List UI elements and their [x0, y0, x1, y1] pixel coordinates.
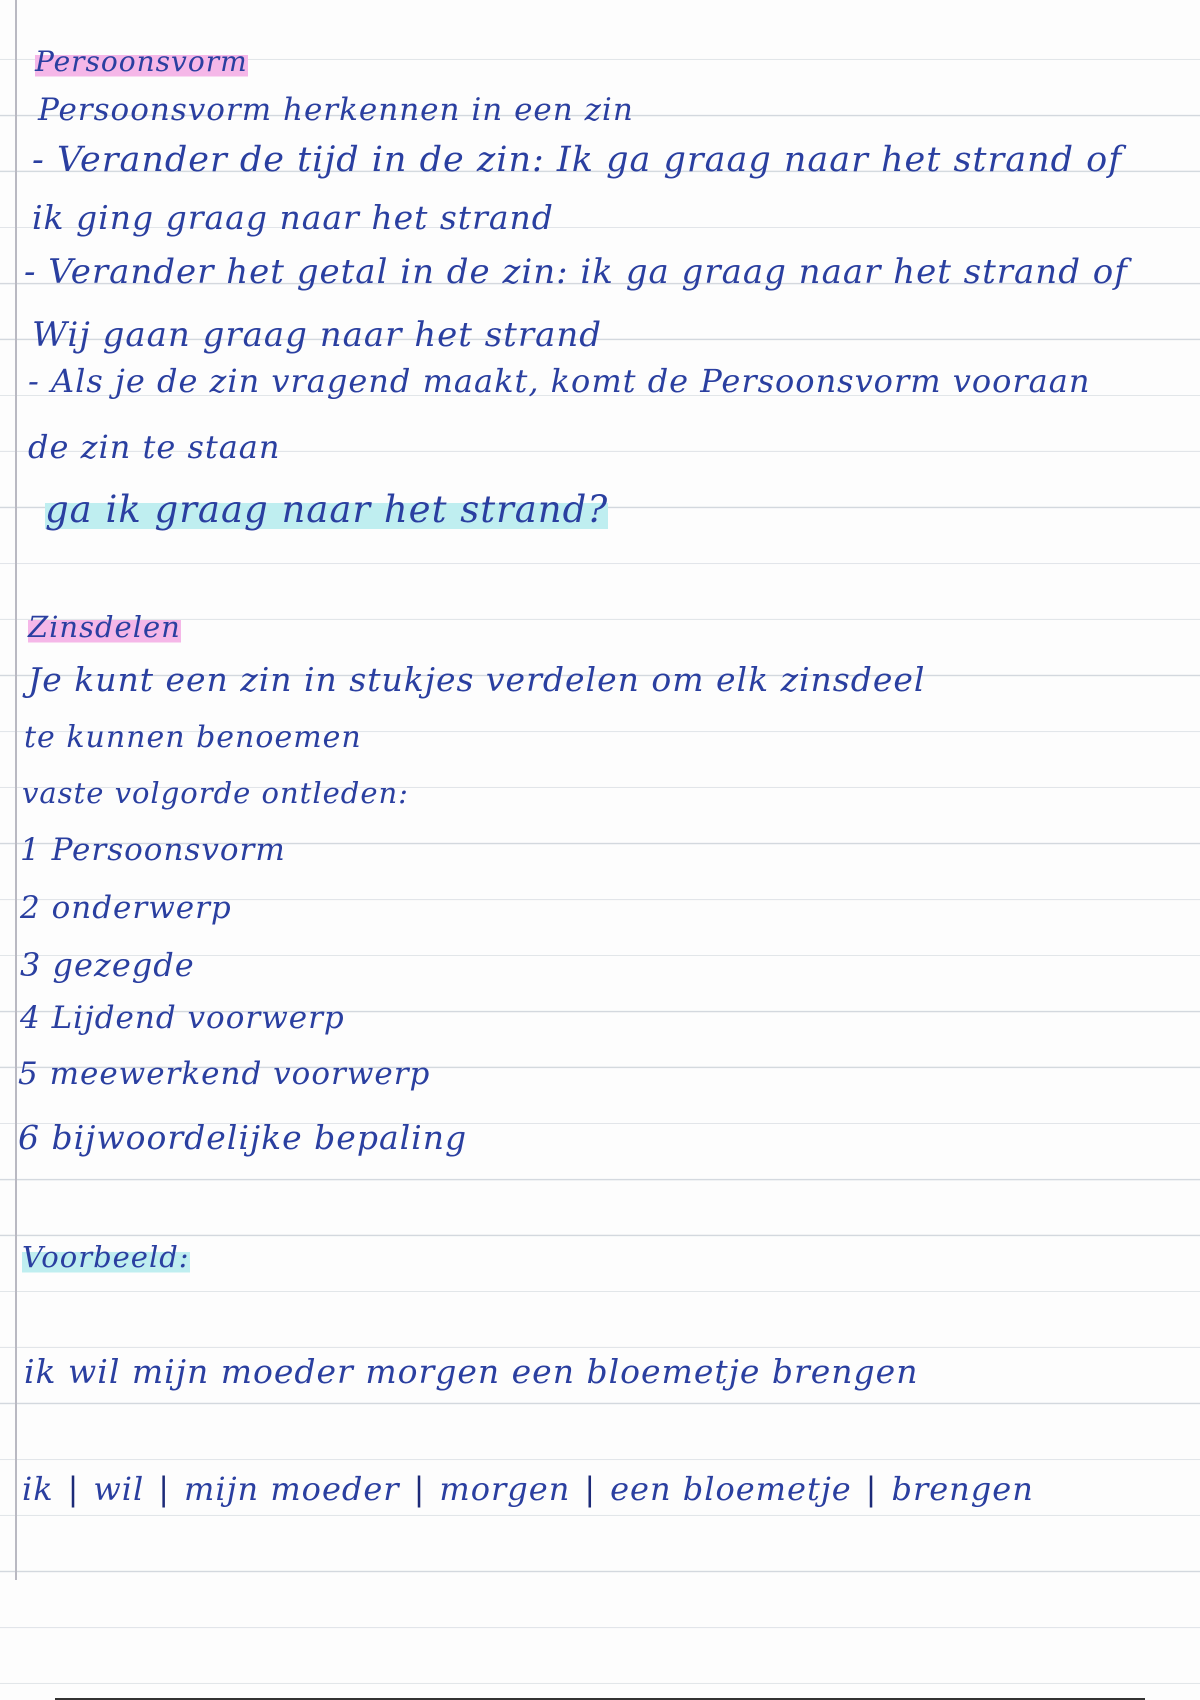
separator: | — [413, 1470, 426, 1508]
note-line: vaste volgorde ontleden: — [22, 776, 409, 810]
margin-line — [15, 0, 17, 1580]
heading-voorbeeld-text: Voorbeeld: — [22, 1240, 190, 1274]
note-line: ik ging graag naar het strand — [32, 198, 554, 237]
zinsdeel-part: een bloemetje — [610, 1470, 852, 1508]
note-line: de zin te staan — [28, 428, 281, 466]
note-line: - Verander de tijd in de zin: Ik ga graag naar het strand of — [32, 140, 1123, 180]
note-line: - Als je de zin vragend maakt, komt de Persoonsvorm vooraan — [28, 362, 1091, 400]
separator: | — [158, 1470, 171, 1508]
example-sentence: ik wil mijn moeder morgen een bloemetje brengen — [24, 1352, 919, 1391]
heading-persoonsvorm-text: Persoonsvorm — [35, 45, 248, 78]
list-item: 4 Lijdend voorwerp — [20, 1000, 345, 1036]
note-line: te kunnen benoemen — [24, 720, 362, 755]
list-item: 2 onderwerp — [20, 890, 232, 926]
separator: | — [865, 1470, 878, 1508]
zinsdeel-part: morgen — [439, 1470, 571, 1508]
list-item: 5 meewerkend voorwerp — [18, 1056, 431, 1092]
separator: | — [584, 1470, 597, 1508]
separator: | — [67, 1470, 80, 1508]
note-line: Je kunt een zin in stukjes verdelen om elk zinsdeel — [28, 660, 926, 699]
example-question — [45, 488, 608, 531]
zinsdeel-part: brengen — [891, 1470, 1034, 1508]
heading-persoonsvorm — [35, 45, 248, 78]
zinsdeel-part: ik — [22, 1470, 54, 1508]
heading-zinsdelen — [28, 610, 181, 644]
example-parsed — [22, 1470, 1034, 1508]
example-question-text: ga ik graag naar het strand? — [45, 488, 609, 531]
note-line: - Verander het getal in de zin: ik ga graag naar het strand of — [24, 252, 1128, 292]
heading-voorbeeld — [22, 1240, 190, 1274]
list-item: 3 gezegde — [20, 946, 195, 984]
zinsdeel-part: mijn moeder — [184, 1470, 400, 1508]
zinsdeel-part: wil — [93, 1470, 145, 1508]
list-item: 6 bijwoordelijke bepaling — [18, 1118, 468, 1157]
note-line: Wij gaan graag naar het strand — [32, 315, 602, 355]
note-line: Persoonsvorm herkennen in een zin — [38, 92, 634, 128]
list-item: 1 Persoonsvorm — [20, 832, 286, 868]
heading-zinsdelen-text: Zinsdelen — [28, 610, 181, 644]
